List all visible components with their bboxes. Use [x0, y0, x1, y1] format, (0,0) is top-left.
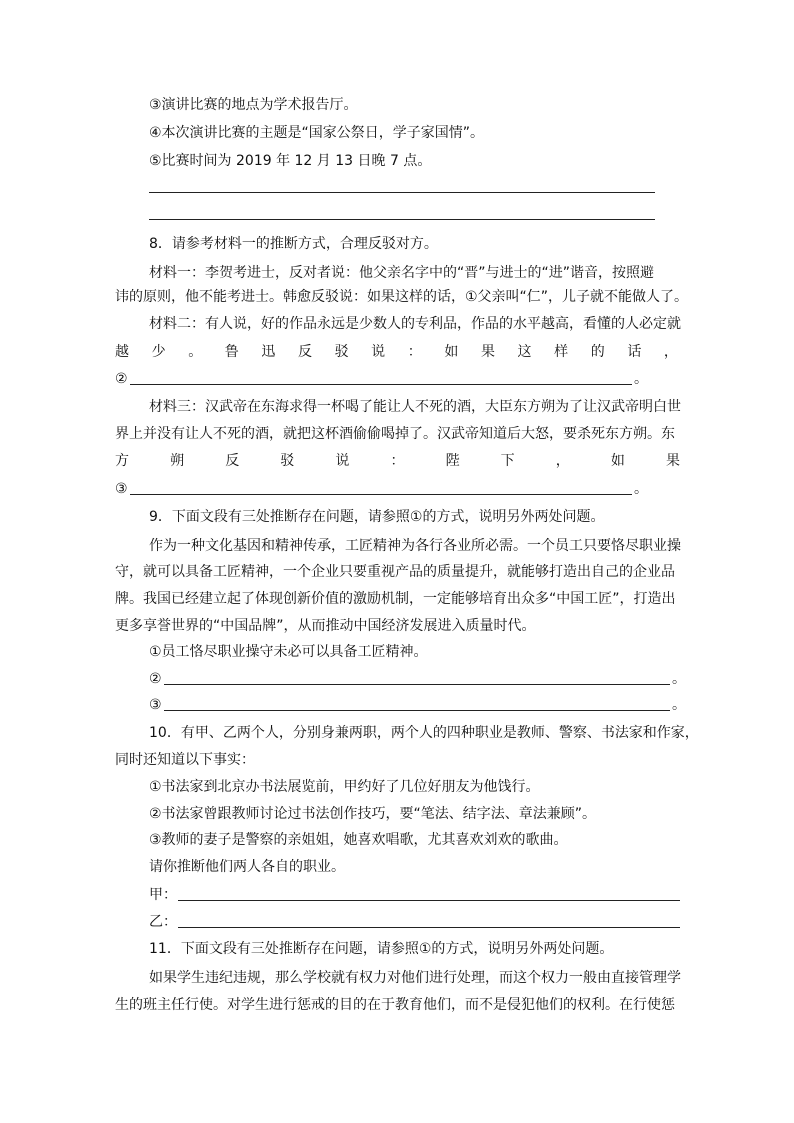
- char: 样: [554, 344, 569, 360]
- char: 驳: [334, 344, 349, 360]
- char: 反: [225, 453, 240, 469]
- q9-para-line-1: 作为一种文化基因和精神传承，工匠精神为各行各业所必需。一个员工只要恪尽职业操: [149, 538, 681, 554]
- q9-para-line-4: 更多享誉世界的“中国品牌”，从而推动中国经济发展进入质量时代。: [115, 618, 536, 634]
- char: 下: [500, 453, 515, 469]
- q11-para-line-1: 如果学生违纪违规，那么学校就有权力对他们进行处理，而这个权力一般由直接管理学: [149, 970, 681, 986]
- char: 。: [188, 344, 203, 360]
- q8-material-3-line-1: 材料三：汉武帝在东海求得一杯喝了能让人不死的酒，大臣东方朔为了让汉武帝明白世: [149, 399, 681, 415]
- answer-line[interactable]: [149, 192, 655, 193]
- q10-jia-label: 甲：: [149, 887, 177, 903]
- char: ，: [663, 344, 678, 360]
- char: 迅: [261, 344, 276, 360]
- q8-stem: 8．请参考材料一的推断方式，合理反驳对方。: [149, 236, 438, 252]
- q10-fact-2: ②书法家曾跟教师讨论过书法创作技巧，要“笔法、结字法、章法兼顾”。: [149, 806, 597, 822]
- q8-material-1-line-1: 材料一：李贺考进士，反对者说：他父亲名字中的“晋”与进士的“进”谐音，按照避: [149, 265, 655, 281]
- char: ：: [390, 453, 405, 469]
- q8-material-3-line-2: 界上并没有让人不死的酒，就把这杯酒偷偷喝掉了。汉武帝知道后大怒，要杀死东方朔。东: [115, 426, 675, 442]
- q10-fact-1: ①书法家到北京办书法展览前，甲约好了几位好朋友为他饯行。: [149, 779, 540, 795]
- char: 少: [151, 344, 166, 360]
- q10-fact-3: ③教师的妻子是警察的亲姐姐，她喜欢唱歌，尤其喜欢刘欢的歌曲。: [149, 832, 568, 848]
- char: 如: [444, 344, 459, 360]
- char: 反: [297, 344, 312, 360]
- top-line-4: ④本次演讲比赛的主题是“国家公祭日，学子家国情”。: [149, 125, 485, 141]
- q9-para-line-3: 牌。我国已经建立起了体现创新价值的激励机制，一定能够培育出众多“中国工匠”，打造出: [115, 591, 676, 607]
- char: 如: [610, 453, 625, 469]
- q9-answer-3-line[interactable]: [164, 710, 670, 711]
- q9-answer-2-line[interactable]: [164, 684, 670, 685]
- q8-answer-2-line[interactable]: [130, 384, 632, 385]
- q9-stem: 9．下面文段有三处推断存在问题，请参照①的方式，说明另外两处问题。: [149, 509, 605, 525]
- q8-material-1-line-2: 讳的原则，他不能考进士。韩愈反驳说：如果这样的话，①父亲叫“仁”，儿子就不能做人了。: [115, 289, 689, 305]
- q9-para-line-2: 守，就可以具备工匠精神，一个企业只要重视产品的质量提升，就能够打造出自己的企业品: [115, 564, 675, 580]
- char: 果: [480, 344, 495, 360]
- char: ，: [555, 453, 570, 469]
- q11-stem: 11．下面文段有三处推断存在问题，请参照①的方式，说明另外两处问题。: [149, 941, 614, 957]
- char: 朔: [170, 453, 185, 469]
- char: 陛: [445, 453, 460, 469]
- char: 越: [115, 344, 129, 360]
- q8-answer-2-label: ②: [115, 371, 128, 387]
- char: 驳: [280, 453, 295, 469]
- q8-answer-3-line[interactable]: [130, 494, 632, 495]
- q10-stem-line-2: 同时还知道以下事实：: [115, 752, 255, 768]
- q8-answer-2-period: 。: [634, 371, 648, 387]
- char: 说: [335, 453, 350, 469]
- top-line-5: ⑤比赛时间为 2019 年 12 月 13 日晚 7 点。: [149, 153, 432, 169]
- q10-yi-label: 乙：: [149, 914, 177, 930]
- char: 的: [590, 344, 605, 360]
- q10-stem-line-1: 10．有甲、乙两个人，分别身兼两职，两个人的四种职业是教师、警察、书法家和作家，: [149, 725, 699, 741]
- q11-para-line-2: 生的班主任行使。对学生进行惩戒的目的在于教育他们，而不是侵犯他们的权利。在行使惩: [115, 997, 675, 1013]
- q9-example-answer: ①员工恪尽职业操守未必可以具备工匠精神。: [149, 644, 428, 660]
- char: 方: [115, 453, 129, 469]
- char: 话: [627, 344, 642, 360]
- q9-answer-3-period: 。: [672, 697, 686, 713]
- char: ：: [407, 344, 422, 360]
- q9-answer-3-label: ③: [149, 697, 162, 713]
- char: 果: [665, 453, 680, 469]
- answer-line[interactable]: [149, 219, 655, 220]
- char: 鲁: [224, 344, 239, 360]
- q8-material-2-line-1: 材料二：有人说，好的作品永远是少数人的专利品，作品的水平越高，看懂的人必定就: [149, 316, 681, 332]
- q8-answer-3-period: 。: [634, 481, 648, 497]
- q10-ask: 请你推断他们两人各自的职业。: [149, 859, 345, 875]
- char: 这: [517, 344, 532, 360]
- q10-yi-answer-line[interactable]: [178, 927, 680, 928]
- q8-material-2-line-2: [115, 343, 678, 361]
- q9-answer-2-label: ②: [149, 671, 162, 687]
- char: 说: [371, 344, 386, 360]
- top-line-3: ③演讲比赛的地点为学术报告厅。: [149, 97, 358, 113]
- q10-jia-answer-line[interactable]: [178, 900, 680, 901]
- q8-answer-3-label: ③: [115, 481, 128, 497]
- q8-material-3-line-3: [115, 452, 680, 470]
- q9-answer-2-period: 。: [672, 671, 686, 687]
